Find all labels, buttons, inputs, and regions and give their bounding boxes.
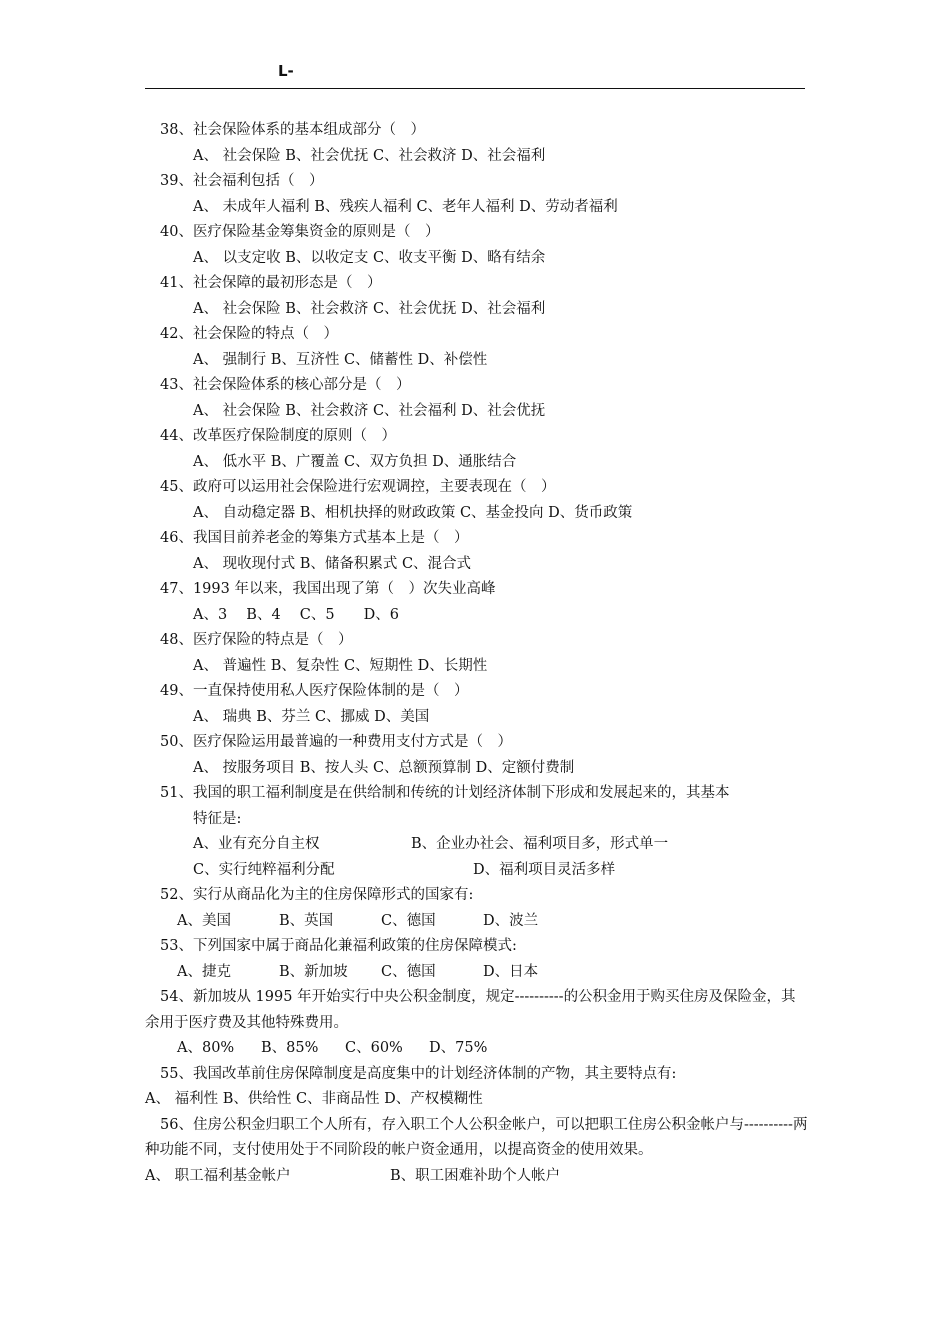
option-56-b: B、职工困难补助个人帐户 bbox=[390, 1167, 561, 1184]
options-54 bbox=[145, 1036, 810, 1062]
question-51-line1: 51、我国的职工福利制度是在供给制和传统的计划经济体制下形成和发展起来的，其基本 bbox=[160, 785, 730, 801]
option-54-b: B、85% bbox=[261, 1040, 319, 1056]
options-55: A、 福利性 B、供给性 C、非商品性 D、产权模糊性 bbox=[145, 1091, 483, 1107]
option-53-c: C、德国 bbox=[381, 963, 436, 980]
option-51-d: D、福利项目灵活多样 bbox=[473, 861, 616, 878]
question-53: 53、下列国家中属于商品化兼福利政策的住房保障模式: bbox=[160, 938, 517, 954]
options-51-row1 bbox=[145, 832, 810, 858]
question-47: 47、1993 年以来，我国出现了第（ ）次失业高峰 bbox=[160, 581, 496, 597]
options-42: A、 强制行 B、互济性 C、储蓄性 D、补偿性 bbox=[193, 351, 488, 368]
question-41: 41、社会保障的最初形态是（ ） bbox=[160, 275, 382, 291]
option-52-c: C、德国 bbox=[381, 912, 436, 929]
option-53-b: B、新加坡 bbox=[279, 963, 348, 980]
options-48: A、 普遍性 B、复杂性 C、短期性 D、长期性 bbox=[193, 657, 488, 674]
question-49: 49、一直保持使用私人医疗保险体制的是（ ） bbox=[160, 683, 469, 699]
option-56-a: A、 职工福利基金帐户 bbox=[145, 1167, 291, 1184]
question-43: 43、社会保险体系的核心部分是（ ） bbox=[160, 377, 411, 393]
question-48: 48、医疗保险的特点是（ ） bbox=[160, 632, 353, 648]
question-39: 39、社会福利包括（ ） bbox=[160, 173, 324, 189]
options-51-row2 bbox=[145, 858, 810, 884]
options-53 bbox=[145, 960, 810, 986]
question-55: 55、我国改革前住房保障制度是高度集中的计划经济体制的产物，其主要特点有: bbox=[160, 1065, 677, 1082]
options-38: A、 社会保险 B、社会优抚 C、社会救济 D、社会福利 bbox=[193, 147, 546, 164]
option-51-a: A、业有充分自主权 bbox=[193, 836, 320, 852]
option-51-b: B、企业办社会、福利项目多，形式单一 bbox=[411, 836, 669, 852]
question-52: 52、实行从商品化为主的住房保障形式的国家有: bbox=[160, 887, 474, 903]
question-42: 42、社会保险的特点（ ） bbox=[160, 326, 338, 342]
option-53-a: A、捷克 bbox=[177, 963, 231, 980]
options-44: A、 低水平 B、广覆盖 C、双方负担 D、通胀结合 bbox=[193, 453, 517, 470]
question-44: 44、改革医疗保险制度的原则（ ） bbox=[160, 428, 396, 444]
options-47: A、3 B、4 C、5 D、6 bbox=[193, 606, 399, 623]
question-51-line2: 特征是: bbox=[193, 810, 242, 827]
question-56: 56、住房公积金归职工个人所有，存入职工个人公积金帐户，可以把职工住房公积金帐户与----------两种功能不同，支付使用处于不同阶段的帐户资金通用，以提高资金的使用效果。 bbox=[145, 1116, 808, 1158]
question-50: 50、医疗保险运用最普遍的一种费用支付方式是（ ） bbox=[160, 734, 512, 750]
option-51-c: C、实行纯粹福利分配 bbox=[193, 861, 335, 878]
option-52-b: B、英国 bbox=[279, 912, 334, 929]
option-52-d: D、波兰 bbox=[483, 912, 539, 929]
question-38: 38、社会保险体系的基本组成部分（ ） bbox=[160, 122, 425, 138]
options-39: A、 未成年人福利 B、残疾人福利 C、老年人福利 D、劳动者福利 bbox=[193, 198, 618, 215]
option-54-a: A、80% bbox=[177, 1040, 235, 1056]
options-50: A、 按服务项目 B、按人头 C、总额预算制 D、定额付费制 bbox=[193, 759, 575, 776]
header-rule bbox=[145, 88, 805, 89]
header-mark: L- bbox=[278, 62, 294, 80]
options-52 bbox=[145, 909, 810, 935]
options-41: A、 社会保险 B、社会救济 C、社会优抚 D、社会福利 bbox=[193, 300, 546, 317]
question-40: 40、医疗保险基金筹集资金的原则是（ ） bbox=[160, 224, 440, 240]
options-45: A、 自动稳定器 B、相机抉择的财政政策 C、基金投向 D、货币政策 bbox=[193, 504, 633, 521]
option-52-a: A、美国 bbox=[177, 912, 231, 929]
question-45: 45、政府可以运用社会保险进行宏观调控，主要表现在（ ） bbox=[160, 479, 556, 495]
option-54-d: D、75% bbox=[429, 1040, 488, 1056]
options-49: A、 瑞典 B、芬兰 C、挪威 D、美国 bbox=[193, 708, 430, 725]
options-43: A、 社会保险 B、社会救济 C、社会福利 D、社会优抚 bbox=[193, 402, 546, 419]
question-54: 54、新加坡从 1995 年开始实行中央公积金制度，规定----------的公积金用于购买住房及保险金，其余用于医疗费及其他特殊费用。 bbox=[145, 989, 796, 1031]
option-54-c: C、60% bbox=[345, 1040, 403, 1056]
question-46: 46、我国目前养老金的筹集方式基本上是（ ） bbox=[160, 530, 469, 546]
options-40: A、 以支定收 B、以收定支 C、收支平衡 D、略有结余 bbox=[193, 249, 546, 266]
options-46: A、 现收现付式 B、储备积累式 C、混合式 bbox=[193, 555, 472, 572]
question-list bbox=[145, 118, 810, 1189]
options-56 bbox=[145, 1164, 810, 1190]
option-53-d: D、日本 bbox=[483, 963, 539, 980]
